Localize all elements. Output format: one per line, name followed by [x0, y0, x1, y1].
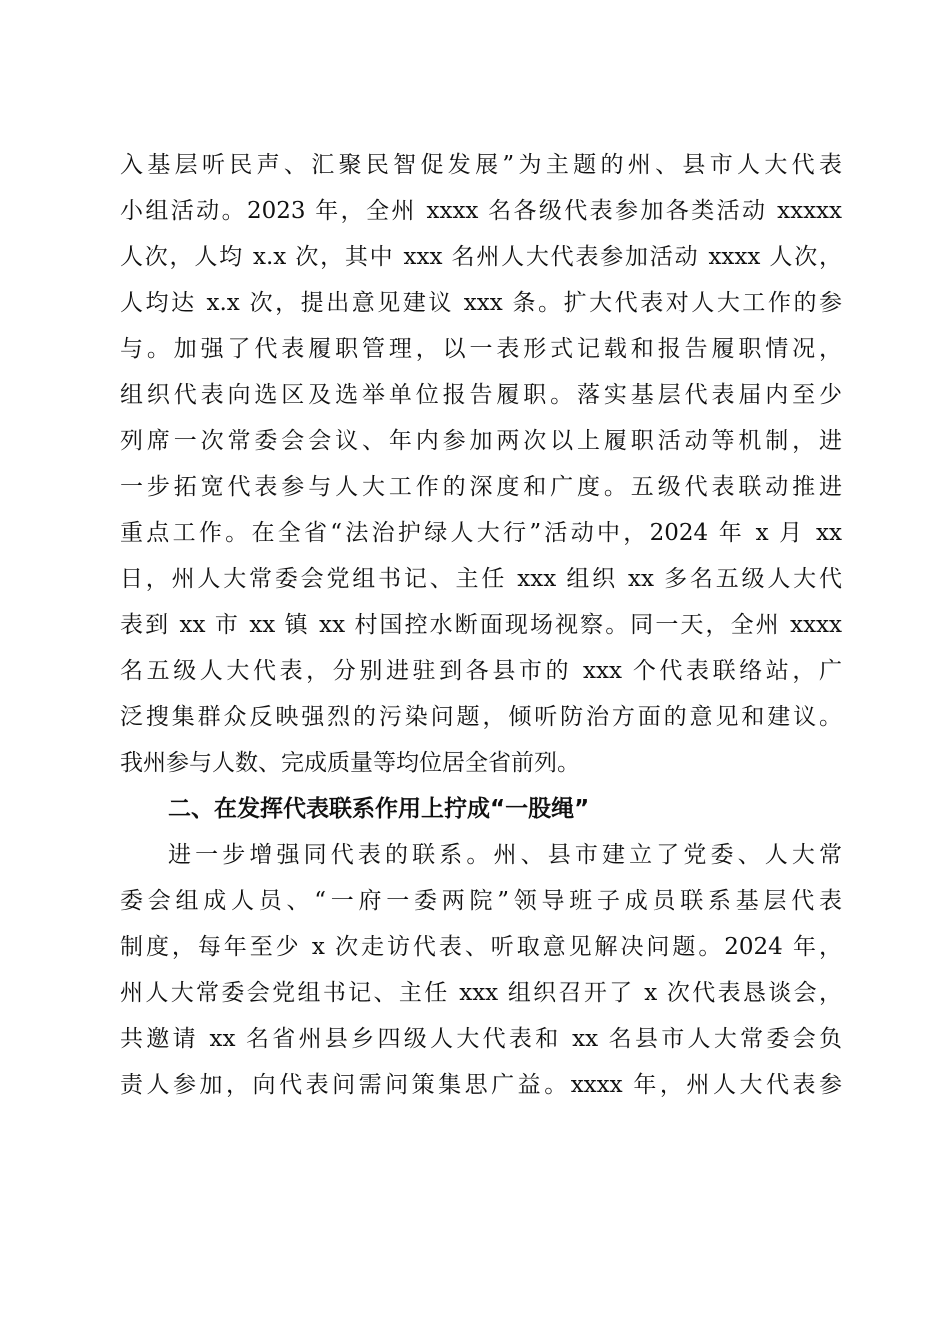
text-line: 州人大常委会党组书记、主任 xxx 组织召开了 x 次代表恳谈会， [120, 980, 842, 1006]
text-line: 责人参加，向代表问需问策集思广益。xxxx 年，州人大代表参 [120, 1072, 842, 1098]
text-line: 泛搜集群众反映强烈的污染问题，倾听防治方面的意见和建议。 [120, 704, 842, 730]
text-line: 重点工作。在全省“法治护绿人大行”活动中，2024 年 x 月 xx [120, 520, 842, 546]
text-line: 进一步增强同代表的联系。州、县市建立了党委、人大常 [168, 842, 842, 868]
text-line: 与。加强了代表履职管理，以一表形式记载和报告履职情况， [120, 336, 842, 362]
text-line: 入基层听民声、汇聚民智促发展”为主题的州、县市人大代表 [120, 152, 842, 178]
text-line: 表到 xx 市 xx 镇 xx 村国控水断面现场视察。同一天，全州 xxxx [120, 612, 842, 638]
text-line: 一步拓宽代表参与人大工作的深度和广度。五级代表联动推进 [120, 474, 842, 500]
text-line: 列席一次常委会会议、年内参加两次以上履职活动等机制，进 [120, 428, 842, 454]
document-body [120, 142, 842, 1108]
text-line: 委会组成人员、“一府一委两院”领导班子成员联系基层代表 [120, 888, 842, 914]
text-line: 制度，每年至少 x 次走访代表、听取意见解决问题。2024 年， [120, 934, 842, 960]
section-heading: 二、在发挥代表联系作用上拧成“一股绳” [168, 796, 590, 822]
text-line: 组织代表向选区及选举单位报告履职。落实基层代表届内至少 [120, 382, 842, 408]
paragraph-representative-contact [120, 832, 842, 1108]
text-line: 人均达 x.x 次，提出意见建议 xxx 条。扩大代表对人大工作的参 [120, 290, 842, 316]
text-line: 我州参与人数、完成质量等均位居全省前列。 [120, 750, 580, 776]
text-line: 名五级人大代表，分别进驻到各县市的 xxx 个代表联络站，广 [120, 658, 842, 684]
paragraph-representative-activities [120, 142, 842, 786]
text-line: 小组活动。2023 年，全州 xxxx 名各级代表参加各类活动 xxxxx [120, 198, 842, 224]
text-line: 共邀请 xx 名省州县乡四级人大代表和 xx 名县市人大常委会负 [120, 1026, 842, 1052]
text-line: 人次，人均 x.x 次，其中 xxx 名州人大代表参加活动 xxxx 人次， [120, 244, 842, 270]
text-line: 日，州人大常委会党组书记、主任 xxx 组织 xx 多名五级人大代 [120, 566, 842, 592]
